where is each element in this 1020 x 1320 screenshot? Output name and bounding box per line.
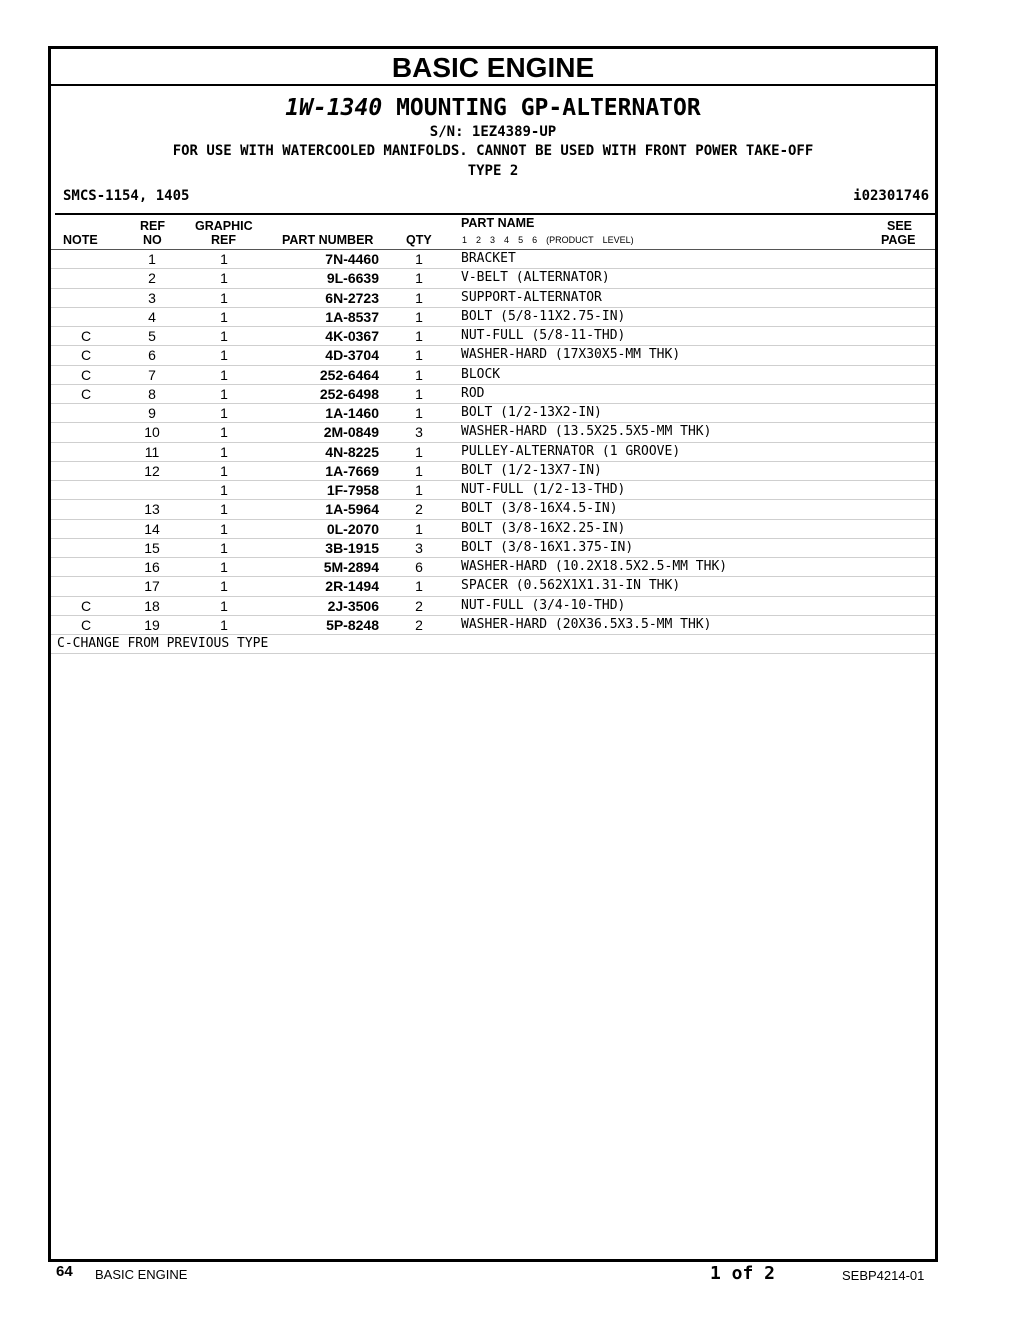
qty-cell: 6 bbox=[415, 559, 423, 575]
qty-cell: 1 bbox=[415, 347, 423, 364]
part-number-cell: 5M-2894 bbox=[323, 559, 379, 575]
qty-cell: 2 bbox=[415, 597, 423, 614]
graphic-ref-cell: 1 bbox=[220, 539, 228, 556]
part-number-cell: 0L-2070 bbox=[326, 520, 379, 537]
part-number-cell: 7N-4460 bbox=[325, 251, 379, 267]
ref-no-cell: 17 bbox=[144, 578, 160, 595]
col-note: NOTE bbox=[63, 233, 98, 247]
ref-no-cell: 9 bbox=[148, 405, 156, 421]
part-number-cell: 1F-7958 bbox=[326, 482, 379, 498]
part-number-cell: 9L-6639 bbox=[326, 270, 379, 287]
graphic-ref-cell: 1 bbox=[220, 520, 228, 537]
part-name-cell: V-BELT (ALTERNATOR) bbox=[461, 270, 610, 286]
ref-no-cell: 12 bbox=[144, 462, 160, 479]
part-name-cell: NUT-FULL (1/2-13-THD) bbox=[461, 482, 626, 497]
part-name-cell: SUPPORT-ALTERNATOR bbox=[461, 289, 602, 305]
part-number-cell: 2J-3506 bbox=[327, 597, 379, 614]
table-row bbox=[51, 500, 935, 519]
graphic-ref-cell: 1 bbox=[220, 597, 228, 614]
qty-cell: 1 bbox=[415, 251, 423, 267]
table-row bbox=[51, 539, 935, 558]
qty-cell: 1 bbox=[415, 270, 423, 287]
graphic-ref-cell: 1 bbox=[220, 328, 228, 344]
ref-no-cell: 10 bbox=[144, 424, 160, 441]
note-cell: C bbox=[80, 328, 92, 344]
qty-cell: 2 bbox=[415, 501, 423, 518]
part-name-cell: WASHER-HARD (13.5X25.5X5-MM THK) bbox=[461, 424, 712, 440]
table-row bbox=[51, 366, 935, 385]
serial-number: S/N: 1EZ4389-UP bbox=[429, 124, 557, 140]
part-name-cell: BOLT (1/2-13X2-IN) bbox=[461, 405, 602, 420]
graphic-ref-cell: 1 bbox=[220, 482, 228, 498]
qty-cell: 1 bbox=[415, 578, 423, 595]
part-number-cell: 4D-3704 bbox=[325, 347, 379, 364]
graphic-ref-cell: 1 bbox=[220, 559, 228, 575]
table-row bbox=[51, 404, 935, 423]
col-ref-bottom: NO bbox=[143, 233, 162, 247]
col-graphic-top: GRAPHIC bbox=[195, 219, 253, 233]
ref-no-cell: 4 bbox=[148, 308, 156, 325]
part-number-cell: 2M-0849 bbox=[323, 424, 379, 441]
smcs-code: SMCS-1154, 1405 bbox=[63, 188, 190, 204]
ref-no-cell: 18 bbox=[144, 597, 160, 614]
table-row bbox=[51, 597, 935, 616]
part-number-cell: 3B-1915 bbox=[325, 539, 379, 556]
group-name: MOUNTING GP-ALTERNATOR bbox=[396, 95, 701, 121]
part-number-cell: 252-6464 bbox=[319, 366, 379, 383]
graphic-ref-cell: 1 bbox=[220, 501, 228, 518]
usage-note: FOR USE WITH WATERCOOLED MANIFOLDS. CANNOT BE USED WITH FRONT POWER TAKE-OFF bbox=[172, 143, 814, 159]
ref-no-cell: 5 bbox=[148, 328, 156, 344]
part-name-cell: BOLT (1/2-13X7-IN) bbox=[461, 462, 602, 478]
note-cell: C bbox=[80, 597, 92, 614]
ref-no-cell: 7 bbox=[148, 366, 156, 383]
qty-cell: 1 bbox=[415, 385, 423, 402]
graphic-ref-cell: 1 bbox=[220, 443, 228, 460]
note-cell: C bbox=[80, 385, 92, 402]
table-row bbox=[51, 269, 935, 288]
graphic-ref-cell: 1 bbox=[220, 289, 228, 306]
qty-cell: 1 bbox=[415, 520, 423, 537]
group-title bbox=[51, 94, 935, 122]
qty-cell: 3 bbox=[415, 424, 423, 441]
note-cell: C bbox=[80, 347, 92, 364]
table-row bbox=[51, 289, 935, 308]
qty-cell: 1 bbox=[415, 443, 423, 460]
footer-section: BASIC ENGINE bbox=[95, 1267, 188, 1282]
part-name-cell: BOLT (5/8-11X2.75-IN) bbox=[461, 308, 626, 324]
graphic-ref-cell: 1 bbox=[220, 366, 228, 383]
ref-no-cell: 14 bbox=[144, 520, 160, 537]
ref-no-cell: 19 bbox=[144, 616, 160, 633]
type-label: TYPE 2 bbox=[467, 163, 519, 179]
part-name-cell: ROD bbox=[461, 385, 485, 401]
part-name-cell: SPACER (0.562X1X1.31-IN THK) bbox=[461, 578, 681, 594]
page-number: 64 bbox=[56, 1263, 73, 1280]
ref-no-cell: 1 bbox=[148, 251, 156, 267]
ref-no-cell: 15 bbox=[144, 539, 160, 556]
graphic-ref-cell: 1 bbox=[220, 578, 228, 595]
part-number-cell: 2R-1494 bbox=[325, 578, 379, 595]
part-number-cell: 1A-5964 bbox=[325, 501, 379, 518]
group-part-number: 1W-1340 bbox=[285, 95, 383, 121]
table-row bbox=[51, 520, 935, 539]
col-product-levels: 1 2 3 4 5 6 (PRODUCT LEVEL) bbox=[462, 235, 634, 245]
ref-no-cell: 16 bbox=[144, 559, 160, 575]
part-name-cell: NUT-FULL (5/8-11-THD) bbox=[461, 328, 626, 343]
ref-no-cell: 3 bbox=[148, 289, 156, 306]
column-headers bbox=[51, 215, 935, 250]
part-number-cell: 1A-1460 bbox=[325, 405, 379, 421]
table-row bbox=[51, 308, 935, 327]
table-row bbox=[51, 443, 935, 462]
qty-cell: 1 bbox=[415, 366, 423, 383]
ref-no-cell: 6 bbox=[148, 347, 156, 364]
col-part-name: PART NAME bbox=[461, 216, 535, 230]
page-frame bbox=[48, 46, 938, 1262]
qty-cell: 1 bbox=[415, 328, 423, 344]
part-name-cell: PULLEY-ALTERNATOR (1 GROOVE) bbox=[461, 443, 681, 459]
part-number-cell: 1A-7669 bbox=[325, 462, 379, 479]
part-name-cell: WASHER-HARD (10.2X18.5X2.5-MM THK) bbox=[461, 559, 728, 574]
part-name-cell: BOLT (3/8-16X4.5-IN) bbox=[461, 501, 618, 517]
doc-number: SEBP4214-01 bbox=[842, 1268, 925, 1283]
graphic-ref-cell: 1 bbox=[220, 424, 228, 441]
page-of: 1 of 2 bbox=[710, 1263, 776, 1284]
ref-no-cell: 8 bbox=[148, 385, 156, 402]
part-name-cell: BRACKET bbox=[461, 251, 516, 266]
table-row bbox=[51, 346, 935, 365]
graphic-ref-cell: 1 bbox=[220, 308, 228, 325]
table-row bbox=[51, 558, 935, 577]
note-cell: C bbox=[80, 366, 92, 383]
graphic-ref-cell: 1 bbox=[220, 385, 228, 402]
table-row bbox=[51, 577, 935, 596]
table-row bbox=[51, 423, 935, 442]
part-name-cell: BOLT (3/8-16X1.375-IN) bbox=[461, 539, 634, 555]
illustration-id: i02301746 bbox=[853, 188, 929, 204]
parts-list bbox=[51, 250, 935, 635]
part-name-cell: NUT-FULL (3/4-10-THD) bbox=[461, 597, 626, 613]
ref-no-cell: 2 bbox=[148, 270, 156, 287]
part-number-cell: 6N-2723 bbox=[325, 289, 379, 306]
table-row bbox=[51, 481, 935, 500]
table-row bbox=[51, 616, 935, 635]
part-name-cell: WASHER-HARD (17X30X5-MM THK) bbox=[461, 347, 681, 363]
graphic-ref-cell: 1 bbox=[220, 347, 228, 364]
part-number-cell: 5P-8248 bbox=[326, 616, 379, 633]
part-number-cell: 4N-8225 bbox=[325, 443, 379, 460]
graphic-ref-cell: 1 bbox=[220, 251, 228, 267]
footnote: C-CHANGE FROM PREVIOUS TYPE bbox=[51, 635, 935, 654]
col-graphic-bottom: REF bbox=[211, 233, 236, 247]
note-cell: C bbox=[80, 616, 92, 633]
section-title: BASIC ENGINE bbox=[51, 49, 935, 86]
graphic-ref-cell: 1 bbox=[220, 270, 228, 287]
table-row bbox=[51, 462, 935, 481]
qty-cell: 3 bbox=[415, 539, 423, 556]
group-header bbox=[51, 86, 935, 215]
ref-no-cell: 13 bbox=[144, 501, 160, 518]
col-part-number: PART NUMBER bbox=[282, 233, 374, 247]
part-name-cell: BOLT (3/8-16X2.25-IN) bbox=[461, 520, 626, 536]
qty-cell: 1 bbox=[415, 462, 423, 479]
part-number-cell: 252-6498 bbox=[319, 385, 379, 402]
part-name-cell: BLOCK bbox=[461, 366, 501, 382]
ref-no-cell: 11 bbox=[144, 443, 160, 460]
table-row bbox=[51, 250, 935, 269]
col-qty: QTY bbox=[406, 233, 432, 247]
qty-cell: 1 bbox=[415, 308, 423, 325]
table-row bbox=[51, 327, 935, 346]
col-see-bottom: PAGE bbox=[881, 233, 916, 247]
table-row bbox=[51, 385, 935, 404]
graphic-ref-cell: 1 bbox=[220, 462, 228, 479]
graphic-ref-cell: 1 bbox=[220, 405, 228, 421]
part-number-cell: 4K-0367 bbox=[325, 328, 379, 344]
col-ref-top: REF bbox=[140, 219, 165, 233]
qty-cell: 1 bbox=[415, 405, 423, 421]
graphic-ref-cell: 1 bbox=[220, 616, 228, 633]
col-see-top: SEE bbox=[887, 219, 913, 233]
qty-cell: 2 bbox=[415, 616, 423, 633]
part-name-cell: WASHER-HARD (20X36.5X3.5-MM THK) bbox=[461, 616, 712, 632]
qty-cell: 1 bbox=[415, 482, 423, 498]
qty-cell: 1 bbox=[415, 289, 423, 306]
part-number-cell: 1A-8537 bbox=[325, 308, 379, 325]
